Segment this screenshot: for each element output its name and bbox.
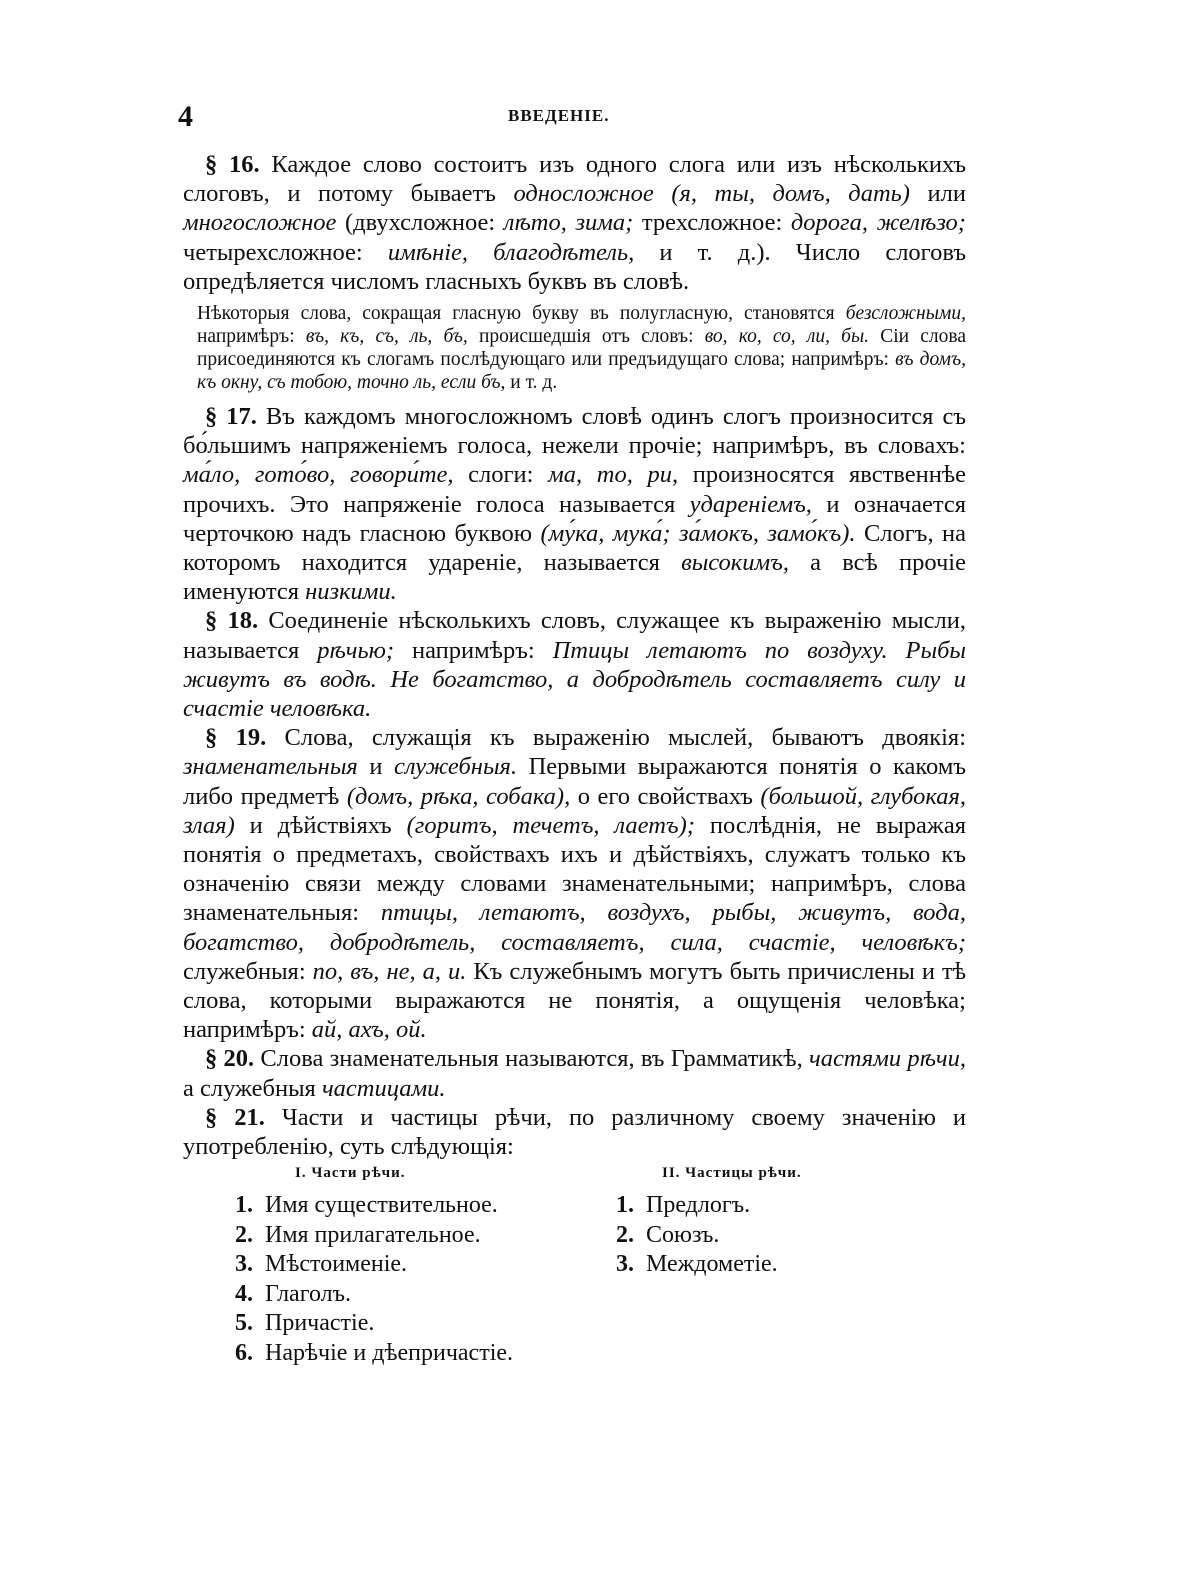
italic-run: ма, то, ри, (548, 461, 679, 489)
text-run: слоги: (453, 461, 549, 489)
item-number: 6. (235, 1339, 253, 1366)
column-heading: I. Части рѣчи. (295, 1165, 406, 1182)
text-run: и дѣйствіяхъ (234, 811, 407, 839)
list-item (235, 1309, 513, 1339)
parts-of-speech-list (235, 1191, 513, 1368)
particles-column (616, 1165, 802, 1280)
page-body (183, 150, 966, 1365)
item-number: 2. (616, 1221, 634, 1248)
section-number: § 21. (205, 1103, 265, 1131)
item-number: 5. (235, 1310, 253, 1337)
italic-run: дорога, желѣзо; (790, 209, 966, 237)
paragraph-21 (183, 1103, 966, 1161)
italic-run: высокимъ, (681, 549, 789, 577)
item-number: 3. (235, 1251, 253, 1278)
italic-run: ай, ахъ, ой. (311, 1016, 427, 1044)
paragraph-19 (183, 723, 966, 1044)
text-run: служебныя: (183, 957, 313, 985)
text-run: послѣднія, не выражая понятія о предметахъ, свойствахъ ихъ и дѣйствіяхъ, служатъ только къ означенію связи между словами знаменательными; напримѣръ, слова знаменательныя: (183, 811, 966, 927)
text-run: Каждое слово состоитъ изъ одного слога или изъ нѣсколькихъ слоговъ, и потому бываетъ (183, 151, 967, 208)
text-run: Части и частицы рѣчи, по различному своему значенію и употребленію, суть слѣдующія: (183, 1103, 966, 1161)
italic-run: частями рѣчи, (809, 1045, 966, 1073)
italic-run: знаменательныя (183, 753, 358, 781)
text-run: произносятся явственнѣе прочихъ. Это напряженіе голоса называется (183, 461, 966, 518)
italic-run: Птицы летаютъ по воздуху. Рыбы живутъ въ водѣ. Не богатство, а добродѣтель составляетъ силу и счастіе человѣка. (183, 636, 966, 723)
italic-run: частицами. (321, 1074, 446, 1102)
italic-run: удареніемъ, (689, 490, 812, 518)
list-item (616, 1221, 802, 1251)
italic-run: птицы, летаютъ, воздухъ, рыбы, живутъ, вода, богатство, добродѣтель, составляетъ, сила, счастіе, человѣкъ; (183, 899, 966, 956)
text-run: Нѣкоторыя слова, сокращая гласную букву въ полугласную, становятся (197, 303, 846, 325)
text-run: трехсложное: (633, 209, 791, 237)
item-text: Предлогъ. (646, 1192, 751, 1219)
italic-run: въ домъ, къ окну, съ тобою, точно ль, если бъ, (197, 349, 966, 394)
text-run: напримѣръ: (394, 636, 553, 664)
text-run: Слогъ, на которомъ находится удареніе, называется (183, 519, 966, 577)
text-run: и означается черточкою надъ гласною буквою (183, 490, 966, 547)
italic-run: многосложное (183, 209, 337, 237)
text-run: Въ каждомъ многосложномъ словѣ одинъ слогъ произносится съ бо́льшимъ напряженіемъ голоса, нежели прочіе; напримѣръ, въ словахъ: (183, 403, 967, 460)
item-number: 4. (235, 1280, 253, 1307)
parts-of-speech-column (235, 1165, 513, 1368)
section-number: § 18. (205, 607, 259, 635)
item-text: Союзъ. (646, 1221, 720, 1248)
text-run: Слова знаменательныя называются, въ Грамматикѣ, (254, 1045, 809, 1073)
item-text: Глаголъ. (265, 1280, 352, 1307)
text-run: и т. д.). Число слоговъ опредѣляется числомъ гласныхъ буквъ въ словѣ. (183, 238, 966, 295)
italic-run: (большой, глубокая, злая) (183, 782, 967, 839)
list-item (235, 1280, 513, 1310)
paragraph-17 (183, 402, 966, 606)
list-item (616, 1191, 802, 1221)
text-run: а всѣ прочіе именуются (183, 549, 966, 606)
list-item (235, 1221, 513, 1251)
italic-run: ма́ло, гото́во, говори́те, (183, 461, 454, 489)
list-item (235, 1191, 513, 1221)
italic-run: (му́ка, мука́; за́мокъ, замо́къ). (540, 519, 856, 547)
text-run: Къ служебнымъ могутъ быть причислены и тѣ слова, которыми выражаются не понятія, а ощущенія человѣка; напримѣръ: (183, 957, 966, 1044)
text-run: Сіи слова присоединяются къ слогамъ послѣдующаго или предъидущаго слова; напримѣръ: (197, 326, 966, 371)
section-number: § 19. (205, 724, 267, 752)
text-run: а служебныя (183, 1074, 322, 1102)
column-heading: II. Частицы рѣчи. (662, 1165, 802, 1182)
text-run: Соединеніе нѣсколькихъ словъ, служащее къ выраженію мысли, называется (183, 607, 967, 664)
italic-run: (горитъ, течетъ, лаетъ); (406, 811, 695, 839)
item-text: Междометіе. (646, 1251, 778, 1278)
text-run: Первыми выражаются понятія о какомъ либо предметѣ (183, 753, 966, 810)
paragraph-16 (183, 150, 966, 296)
italic-run: лѣто, зима; (503, 209, 634, 237)
running-head (178, 100, 968, 136)
italic-run: низкими. (305, 578, 397, 606)
section-number: § 16. (205, 151, 260, 178)
item-number: 2. (235, 1221, 253, 1248)
italic-run: односложное (я, ты, домъ, дать) (513, 180, 910, 208)
italic-run: въ, къ, съ, ль, бъ, (305, 326, 468, 348)
italic-run: (домъ, рѣка, собака), (346, 782, 571, 810)
text-run: напримѣръ: (197, 326, 306, 348)
note-paragraph (183, 302, 966, 394)
italic-run: во, ко, со, ли, бы. (704, 326, 870, 348)
item-number: 1. (616, 1192, 634, 1219)
item-text: Имя прилагательное. (265, 1221, 481, 1248)
list-item (235, 1339, 513, 1369)
item-number: 3. (616, 1251, 634, 1278)
running-title: ВВЕДЕНІЕ. (508, 106, 610, 125)
item-text: Причастіе. (265, 1310, 375, 1337)
parts-of-speech-lists (183, 1165, 966, 1365)
list-item (616, 1250, 802, 1280)
text-run: и (357, 753, 394, 781)
paragraph-18 (183, 606, 966, 723)
text-run: о его свойствахъ (570, 782, 761, 810)
paragraph-20 (183, 1044, 966, 1102)
text-run: Слова, служащія къ выраженію мыслей, бываютъ двоякія: (266, 724, 966, 752)
italic-run: имѣніе, благодѣтель, (387, 238, 635, 266)
italic-run: по, въ, не, а, и. (312, 957, 467, 985)
italic-run: безсложными, (845, 303, 966, 325)
item-text: Имя существительное. (265, 1192, 498, 1219)
text-run: и т. д. (505, 372, 558, 394)
page-number: 4 (178, 100, 193, 133)
text-run: (двухсложное: (336, 209, 504, 237)
text-run: или (909, 180, 966, 208)
italic-run: служебныя. (393, 753, 518, 781)
section-number: § 17. (205, 403, 257, 431)
item-text: Нарѣчіе и дѣепричастіе. (265, 1339, 514, 1366)
text-run: происшедшія отъ словъ: (467, 326, 705, 348)
item-text: Мѣстоименіе. (265, 1251, 408, 1278)
section-number: § 20. (205, 1045, 255, 1073)
list-item (235, 1250, 513, 1280)
item-number: 1. (235, 1192, 253, 1219)
particles-list (616, 1191, 802, 1280)
text-run: четырехсложное: (183, 238, 388, 266)
italic-run: рѣчью; (317, 636, 395, 664)
